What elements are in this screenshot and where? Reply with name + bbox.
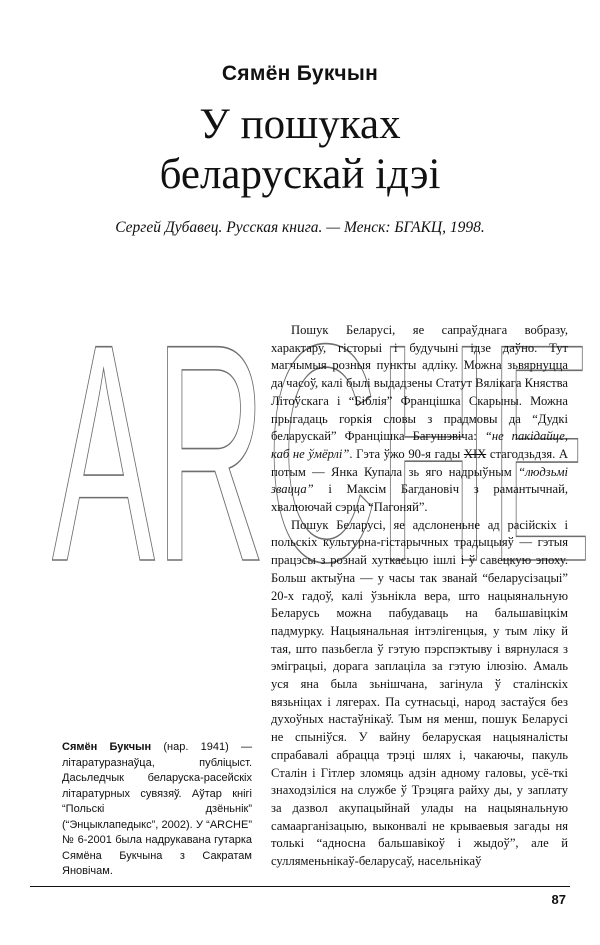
bio-text: (нар. 1941) — літаратуразнаўца, публіцыст. Дасьледчык беларуска-расейскіх літаратурных сувязяў. Аўтар кнігі “Польскі дзёньнік” (“Энцыклапедыкс”, 2002). У “ARCHE” № 6-2001 была надрукавана гутарка Сямёна Букчына з Сакратам Яновічам. xyxy=(62,741,252,877)
body-paragraph-1 xyxy=(271,322,568,517)
author-bio xyxy=(62,740,252,880)
p1-quote-a: “не пакідайце, каб не ўмёрлі” xyxy=(271,429,568,461)
p1-quote-b: “людзьмі звацца” xyxy=(271,464,568,497)
article-title xyxy=(0,100,600,200)
body-paragraph-2: Пошук Беларусі, яе адслоненьне ад расійскіх і польскіх культурна-гістарычных традыцыяў — гэтыя працэсы з рознай хуткасьцю ішлі і ў савецкую эпоху. Больш актыўна — у часы так званай “беларусізацыі” 20-х гадоў, калі ўзьнікла вера, што нацыянальную Беларусь можна пабудаваць на бальшавіцкім падмурку. Нацыянальная інтэлігенцыя, у тым ліку й тая, што пазьбегла ў гэтую пэрспэктыву і вярнулася з эміграцыі, дорага заплаціла за гэтую ілюзію. Амаль уся яна была зьнішчана, загінула ў сталінскіх вязьніцах і лягерах. Па сутнасьці, народ застаўся без духоўных настаўнікаў. Тым ня менш, пошук Беларусі не спыніўся. У вайну беларуская нацыяналісты спрабавалі абрацца трэці шлях і, чакаючы, пакуль Сталін і Гітлер зломяць адзін адному галовы, усё-ткі знаходзіліся на службе ў Трэцяга райху ды, у заплату за дазвол акупацыйнай улады на нацыянальную самаарганізацыю, выконвалі не крываевыя загады ня толькі “адносна бальшавікоў і жыдоў”, але й сулляменьнікаў-беларусаў, насельнікаў xyxy=(271,517,568,869)
footer-rule xyxy=(30,886,570,887)
body-column xyxy=(271,322,568,871)
title-line-2: беларускай ідэі xyxy=(159,151,441,198)
page-number: 87 xyxy=(551,892,566,907)
bio-name: Сямён Букчын xyxy=(62,741,152,753)
p1-text-d: і Максім Багдановіч з рамантычнай, хвалюючай сэрца “Пагоняй”. xyxy=(271,482,568,515)
author-name: Сямён Букчын xyxy=(221,62,379,85)
book-reference: Сергей Дубавец. Русская книга. — Менск: БГАКЦ, 1998. xyxy=(115,219,485,236)
title-line-1: У пошуках xyxy=(199,101,401,148)
p1-text-b: . Гэта ўжо 90-я гады xyxy=(349,446,464,461)
p1-text-a: Пошук Беларусі, яе сапраўднага вобразу, характару, гісторыі і будучыні ідзе даўно. Тут магчымыя розныя пункты адліку. Можна зьвярнуцца да часоў, калі былі выдадзены Статут Вялікага Княства Літоўскага і “Біблія” Францішка Скарыны. Можна прыгадаць горкія словы з прадмовы да “Дудкі беларускай” Францішка Багушэвіча: xyxy=(271,323,568,444)
p1-text-c: стагодзьдзя. А потым — Янка Купала зь яго надрыўным xyxy=(271,446,568,479)
p1-strike: XIX xyxy=(463,446,487,461)
watermark-text: ARCHE xyxy=(52,279,592,568)
